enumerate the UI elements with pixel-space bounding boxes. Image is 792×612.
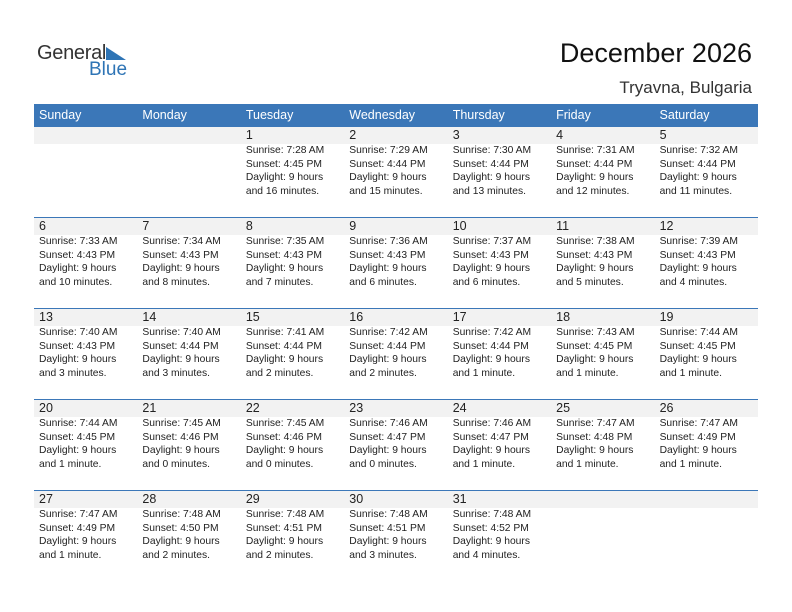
day-cell bbox=[448, 218, 551, 308]
sunrise-time: Sunrise: 7:30 AM bbox=[452, 145, 532, 156]
sunrise-time: Sunrise: 7:38 AM bbox=[556, 236, 635, 247]
sunset-time: Sunset: 4:47 PM bbox=[452, 431, 529, 443]
daylight-hours: Daylight: 9 hours bbox=[245, 263, 324, 274]
weekday-header bbox=[34, 104, 758, 126]
day-number: 9 bbox=[349, 219, 357, 233]
generalblue-logo bbox=[37, 42, 137, 82]
sunrise-time: Sunrise: 7:41 AM bbox=[245, 327, 325, 338]
daylight-minutes: and 13 minutes. bbox=[452, 185, 526, 197]
daylight-minutes: and 0 minutes. bbox=[349, 458, 417, 470]
daylight-minutes: and 8 minutes. bbox=[142, 276, 210, 288]
sunrise-time: Sunrise: 7:45 AM bbox=[142, 418, 221, 429]
daylight-hours: Daylight: 9 hours bbox=[245, 172, 324, 183]
day-cell bbox=[241, 491, 344, 581]
daylight-hours: Daylight: 9 hours bbox=[142, 263, 220, 274]
daylight-minutes: and 1 minute. bbox=[659, 458, 722, 470]
day-number: 18 bbox=[556, 310, 571, 324]
day-cell bbox=[448, 491, 551, 581]
day-number: 22 bbox=[245, 401, 260, 415]
day-cell bbox=[241, 309, 344, 399]
day-number: 23 bbox=[349, 401, 364, 415]
day-cell bbox=[137, 400, 240, 490]
daylight-hours: Daylight: 9 hours bbox=[452, 172, 530, 183]
sunrise-time: Sunrise: 7:48 AM bbox=[349, 509, 428, 520]
sunrise-time: Sunrise: 7:47 AM bbox=[556, 418, 635, 429]
day-number: 30 bbox=[349, 492, 364, 506]
daylight-minutes: and 3 minutes. bbox=[142, 367, 210, 379]
daylight-hours: Daylight: 9 hours bbox=[349, 354, 427, 365]
day-number: 8 bbox=[245, 219, 253, 233]
weekday-thursday: Thursday bbox=[452, 108, 505, 122]
day-number: 7 bbox=[142, 219, 150, 233]
sunset-time: Sunset: 4:44 PM bbox=[245, 340, 322, 352]
sunset-time: Sunset: 4:43 PM bbox=[659, 249, 736, 261]
day-cell bbox=[655, 218, 758, 308]
sunrise-time: Sunrise: 7:32 AM bbox=[659, 145, 738, 156]
daylight-hours: Daylight: 9 hours bbox=[659, 172, 737, 183]
sunset-time: Sunset: 4:44 PM bbox=[452, 158, 529, 170]
daylight-minutes: and 6 minutes. bbox=[349, 276, 417, 288]
daylight-minutes: and 2 minutes. bbox=[245, 367, 314, 379]
week-row bbox=[34, 308, 758, 399]
sunrise-time: Sunrise: 7:48 AM bbox=[142, 509, 221, 520]
day-cell bbox=[344, 127, 447, 217]
day-cell bbox=[551, 400, 654, 490]
sunset-time: Sunset: 4:45 PM bbox=[245, 158, 322, 170]
week-row bbox=[34, 490, 758, 581]
day-cell bbox=[241, 400, 344, 490]
daylight-hours: Daylight: 9 hours bbox=[349, 172, 427, 183]
day-cell bbox=[655, 400, 758, 490]
day-cell bbox=[655, 309, 758, 399]
sunset-time: Sunset: 4:43 PM bbox=[39, 340, 116, 352]
day-number: 4 bbox=[556, 128, 564, 142]
daylight-hours: Daylight: 9 hours bbox=[245, 536, 324, 547]
sunset-time: Sunset: 4:44 PM bbox=[659, 158, 736, 170]
sunset-time: Sunset: 4:52 PM bbox=[452, 522, 529, 534]
day-cell bbox=[448, 309, 551, 399]
day-number: 27 bbox=[39, 492, 53, 506]
day-number: 17 bbox=[452, 310, 467, 324]
daylight-minutes: and 1 minute. bbox=[452, 367, 516, 379]
day-number: 6 bbox=[39, 219, 46, 233]
daylight-minutes: and 3 minutes. bbox=[349, 549, 417, 561]
day-number: 16 bbox=[349, 310, 364, 324]
sunrise-time: Sunrise: 7:44 AM bbox=[39, 418, 118, 429]
sunset-time: Sunset: 4:45 PM bbox=[39, 431, 116, 443]
day-cell bbox=[241, 127, 344, 217]
sunrise-time: Sunrise: 7:36 AM bbox=[349, 236, 428, 247]
day-number: 31 bbox=[452, 492, 467, 506]
sunset-time: Sunset: 4:44 PM bbox=[452, 340, 529, 352]
day-number: 25 bbox=[556, 401, 571, 415]
sunrise-time: Sunrise: 7:34 AM bbox=[142, 236, 221, 247]
daylight-hours: Daylight: 9 hours bbox=[142, 536, 220, 547]
daylight-hours: Daylight: 9 hours bbox=[556, 263, 634, 274]
sunset-time: Sunset: 4:47 PM bbox=[349, 431, 426, 443]
daylight-hours: Daylight: 9 hours bbox=[39, 536, 117, 547]
daylight-minutes: and 4 minutes. bbox=[659, 276, 728, 288]
day-cell bbox=[344, 218, 447, 308]
sunset-time: Sunset: 4:45 PM bbox=[556, 340, 633, 352]
daylight-hours: Daylight: 9 hours bbox=[659, 263, 737, 274]
sunset-time: Sunset: 4:43 PM bbox=[245, 249, 322, 261]
sunrise-time: Sunrise: 7:48 AM bbox=[245, 509, 325, 520]
day-number: 26 bbox=[659, 401, 674, 415]
sunset-time: Sunset: 4:45 PM bbox=[659, 340, 736, 352]
sunset-time: Sunset: 4:43 PM bbox=[452, 249, 529, 261]
daylight-hours: Daylight: 9 hours bbox=[142, 445, 220, 456]
daylight-minutes: and 7 minutes. bbox=[245, 276, 314, 288]
day-number: 10 bbox=[452, 219, 467, 233]
day-number: 13 bbox=[39, 310, 53, 324]
day-cell bbox=[137, 309, 240, 399]
sunrise-time: Sunrise: 7:42 AM bbox=[349, 327, 428, 338]
sunrise-time: Sunrise: 7:48 AM bbox=[452, 509, 532, 520]
weekday-tuesday: Tuesday bbox=[245, 108, 294, 122]
daylight-hours: Daylight: 9 hours bbox=[349, 536, 427, 547]
daylight-hours: Daylight: 9 hours bbox=[245, 354, 324, 365]
day-number: 28 bbox=[142, 492, 157, 506]
sunset-time: Sunset: 4:43 PM bbox=[142, 249, 219, 261]
daylight-minutes: and 3 minutes. bbox=[39, 367, 107, 379]
sunrise-time: Sunrise: 7:43 AM bbox=[556, 327, 635, 338]
sunrise-time: Sunrise: 7:47 AM bbox=[659, 418, 738, 429]
sunset-time: Sunset: 4:49 PM bbox=[659, 431, 736, 443]
daylight-hours: Daylight: 9 hours bbox=[39, 354, 117, 365]
daylight-hours: Daylight: 9 hours bbox=[39, 263, 117, 274]
daylight-minutes: and 5 minutes. bbox=[556, 276, 624, 288]
weekday-sunday: Sunday bbox=[39, 108, 82, 122]
daylight-minutes: and 1 minute. bbox=[452, 458, 516, 470]
sunrise-time: Sunrise: 7:46 AM bbox=[452, 418, 532, 429]
daylight-minutes: and 4 minutes. bbox=[452, 549, 521, 561]
sunrise-time: Sunrise: 7:42 AM bbox=[452, 327, 532, 338]
daylight-hours: Daylight: 9 hours bbox=[452, 263, 530, 274]
day-number: 5 bbox=[659, 128, 667, 142]
daylight-minutes: and 2 minutes. bbox=[245, 549, 314, 561]
sunrise-time: Sunrise: 7:31 AM bbox=[556, 145, 635, 156]
daylight-minutes: and 1 minute. bbox=[556, 367, 619, 379]
daylight-hours: Daylight: 9 hours bbox=[39, 445, 117, 456]
day-number: 12 bbox=[659, 219, 674, 233]
daylight-hours: Daylight: 9 hours bbox=[452, 536, 530, 547]
week-row bbox=[34, 126, 758, 217]
daylight-minutes: and 12 minutes. bbox=[556, 185, 630, 197]
day-cell bbox=[137, 491, 240, 581]
sunset-time: Sunset: 4:44 PM bbox=[349, 158, 426, 170]
day-cell bbox=[137, 218, 240, 308]
weekday-monday: Monday bbox=[142, 108, 187, 122]
day-cell bbox=[551, 127, 654, 217]
day-cell bbox=[551, 218, 654, 308]
daylight-minutes: and 1 minute. bbox=[556, 458, 619, 470]
sunrise-time: Sunrise: 7:33 AM bbox=[39, 236, 118, 247]
day-number: 1 bbox=[245, 128, 253, 142]
day-number: 15 bbox=[245, 310, 260, 324]
day-cell bbox=[344, 491, 447, 581]
day-number: 2 bbox=[349, 128, 357, 142]
calendar-title: December 2026 bbox=[559, 38, 752, 68]
daylight-hours: Daylight: 9 hours bbox=[659, 354, 737, 365]
sunset-time: Sunset: 4:43 PM bbox=[39, 249, 116, 261]
week-row bbox=[34, 217, 758, 308]
day-cell bbox=[241, 218, 344, 308]
day-cell bbox=[344, 309, 447, 399]
sunset-time: Sunset: 4:44 PM bbox=[142, 340, 219, 352]
sunrise-time: Sunrise: 7:28 AM bbox=[245, 145, 325, 156]
sunset-time: Sunset: 4:43 PM bbox=[556, 249, 633, 261]
daylight-minutes: and 1 minute. bbox=[39, 458, 102, 470]
weekday-friday: Friday bbox=[556, 108, 591, 122]
daylight-hours: Daylight: 9 hours bbox=[556, 445, 634, 456]
sunset-time: Sunset: 4:49 PM bbox=[39, 522, 116, 534]
day-cell bbox=[655, 127, 758, 217]
daylight-hours: Daylight: 9 hours bbox=[556, 354, 634, 365]
logo-blue-text: Blue bbox=[89, 59, 128, 80]
daylight-minutes: and 15 minutes. bbox=[349, 185, 423, 197]
day-cell bbox=[344, 400, 447, 490]
daylight-minutes: and 0 minutes. bbox=[245, 458, 314, 470]
daylight-hours: Daylight: 9 hours bbox=[452, 354, 530, 365]
day-number: 20 bbox=[39, 401, 53, 415]
sunset-time: Sunset: 4:51 PM bbox=[349, 522, 426, 534]
sunrise-time: Sunrise: 7:40 AM bbox=[142, 327, 221, 338]
sunset-time: Sunset: 4:51 PM bbox=[245, 522, 322, 534]
daylight-minutes: and 10 minutes. bbox=[39, 276, 113, 288]
daylight-minutes: and 1 minute. bbox=[659, 367, 722, 379]
sunset-time: Sunset: 4:46 PM bbox=[245, 431, 322, 443]
sunset-time: Sunset: 4:48 PM bbox=[556, 431, 633, 443]
daylight-hours: Daylight: 9 hours bbox=[245, 445, 324, 456]
sunset-time: Sunset: 4:44 PM bbox=[349, 340, 426, 352]
day-number: 11 bbox=[556, 219, 570, 233]
sunrise-time: Sunrise: 7:46 AM bbox=[349, 418, 428, 429]
daylight-hours: Daylight: 9 hours bbox=[452, 445, 530, 456]
daylight-minutes: and 16 minutes. bbox=[245, 185, 320, 197]
daylight-minutes: and 6 minutes. bbox=[452, 276, 521, 288]
sunrise-time: Sunrise: 7:45 AM bbox=[245, 418, 325, 429]
sunrise-time: Sunrise: 7:29 AM bbox=[349, 145, 428, 156]
sunset-time: Sunset: 4:46 PM bbox=[142, 431, 219, 443]
day-cell bbox=[34, 218, 137, 308]
sunset-time: Sunset: 4:50 PM bbox=[142, 522, 219, 534]
daylight-minutes: and 0 minutes. bbox=[142, 458, 210, 470]
sunrise-time: Sunrise: 7:44 AM bbox=[659, 327, 738, 338]
daylight-hours: Daylight: 9 hours bbox=[349, 445, 427, 456]
daylight-minutes: and 1 minute. bbox=[39, 549, 102, 561]
day-number: 29 bbox=[245, 492, 260, 506]
sunrise-time: Sunrise: 7:40 AM bbox=[39, 327, 118, 338]
daylight-hours: Daylight: 9 hours bbox=[142, 354, 220, 365]
day-cell bbox=[34, 491, 137, 581]
daylight-minutes: and 2 minutes. bbox=[142, 549, 210, 561]
week-row bbox=[34, 399, 758, 490]
day-number: 3 bbox=[452, 128, 460, 142]
day-cell bbox=[34, 309, 137, 399]
day-cell bbox=[551, 309, 654, 399]
daylight-hours: Daylight: 9 hours bbox=[349, 263, 427, 274]
day-number: 21 bbox=[142, 401, 157, 415]
sunrise-time: Sunrise: 7:47 AM bbox=[39, 509, 118, 520]
daylight-minutes: and 11 minutes. bbox=[659, 185, 733, 197]
daylight-hours: Daylight: 9 hours bbox=[659, 445, 737, 456]
sunset-time: Sunset: 4:44 PM bbox=[556, 158, 633, 170]
calendar-grid bbox=[34, 104, 758, 581]
sunrise-time: Sunrise: 7:35 AM bbox=[245, 236, 325, 247]
day-number: 14 bbox=[142, 310, 157, 324]
calendar-location: Tryavna, Bulgaria bbox=[619, 78, 752, 97]
day-cell bbox=[448, 127, 551, 217]
day-number: 24 bbox=[452, 401, 467, 415]
daylight-hours: Daylight: 9 hours bbox=[556, 172, 634, 183]
day-number: 19 bbox=[659, 310, 674, 324]
sunset-time: Sunset: 4:43 PM bbox=[349, 249, 426, 261]
weekday-wednesday: Wednesday bbox=[349, 108, 416, 122]
sunrise-time: Sunrise: 7:39 AM bbox=[659, 236, 738, 247]
sunrise-time: Sunrise: 7:37 AM bbox=[452, 236, 532, 247]
daylight-minutes: and 2 minutes. bbox=[349, 367, 417, 379]
day-cell bbox=[448, 400, 551, 490]
weeks-container bbox=[34, 126, 758, 581]
logo-general-text: General bbox=[37, 42, 107, 64]
weekday-saturday: Saturday bbox=[659, 108, 710, 122]
day-cell bbox=[34, 400, 137, 490]
